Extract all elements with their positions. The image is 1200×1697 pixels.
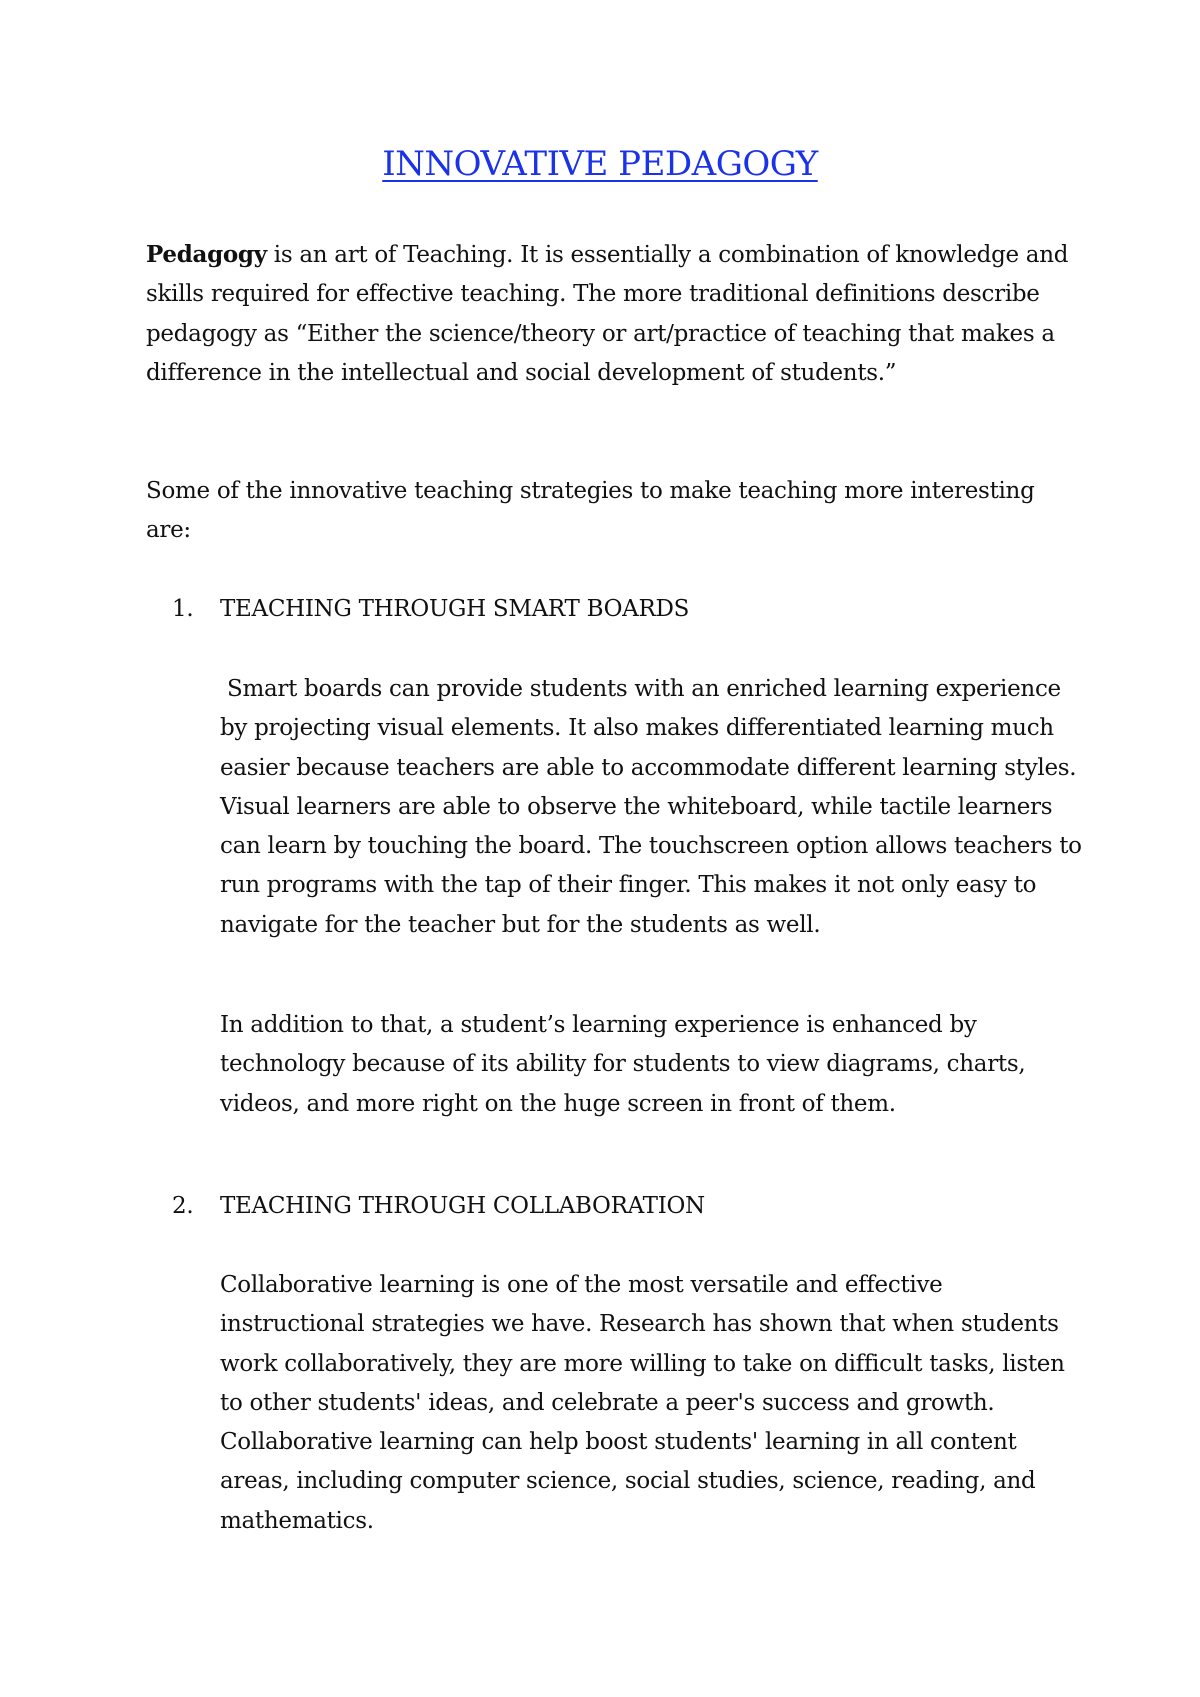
list-item-number: 2. xyxy=(172,1193,194,1219)
intro-bold-term: Pedagogy xyxy=(146,241,267,268)
list-item-number: 1. xyxy=(172,596,194,622)
lead-in-paragraph: Some of the innovative teaching strategies to make teaching more interesting are: xyxy=(146,478,1035,544)
smart-boards-paragraph: Smart boards can provide students with an enriched learning experience by projecting visual elements. It also makes differentiated learning much easier because teachers are able to accommodate different learning styles. Visual learners are able to observe the whiteboard, while tactile learners can learn by touching the board. The touchscreen option allows teachers to run programs with the tap of their finger. This makes it not only easy to navigate for the teacher but for the students as well. xyxy=(220,676,1089,938)
list-item-title: TEACHING THROUGH SMART BOARDS xyxy=(220,596,690,622)
collaboration-paragraph: Collaborative learning is one of the most versatile and effective instructional strategies we have. Research has shown that when students work collaboratively, they are more willing to take on difficult tasks, listen to other students' ideas, and celebrate a peer's success and growth. Collaborative learning can help boost students' learning in all content areas, including computer science, social studies, science, reading, and mathematics. xyxy=(220,1272,1065,1534)
smart-boards-paragraph-2: In addition to that, a student’s learning experience is enhanced by technology because of its ability for students to view diagrams, charts, videos, and more right on the huge screen in front of them. xyxy=(220,1012,1026,1117)
list-item-title: TEACHING THROUGH COLLABORATION xyxy=(220,1193,705,1219)
list-item-heading xyxy=(172,590,689,629)
document-title: INNOVATIVE PEDAGOGY xyxy=(382,144,818,184)
intro-text: is an art of Teaching. It is essentially a combination of knowledge and skills required for effective teaching. The more traditional definitions describe pedagogy as “Either the science/theory or art/practice of teaching that makes a difference in the intellectual and social development of students.” xyxy=(146,242,1069,386)
intro-paragraph xyxy=(146,235,1081,393)
list-item-heading xyxy=(172,1187,705,1226)
